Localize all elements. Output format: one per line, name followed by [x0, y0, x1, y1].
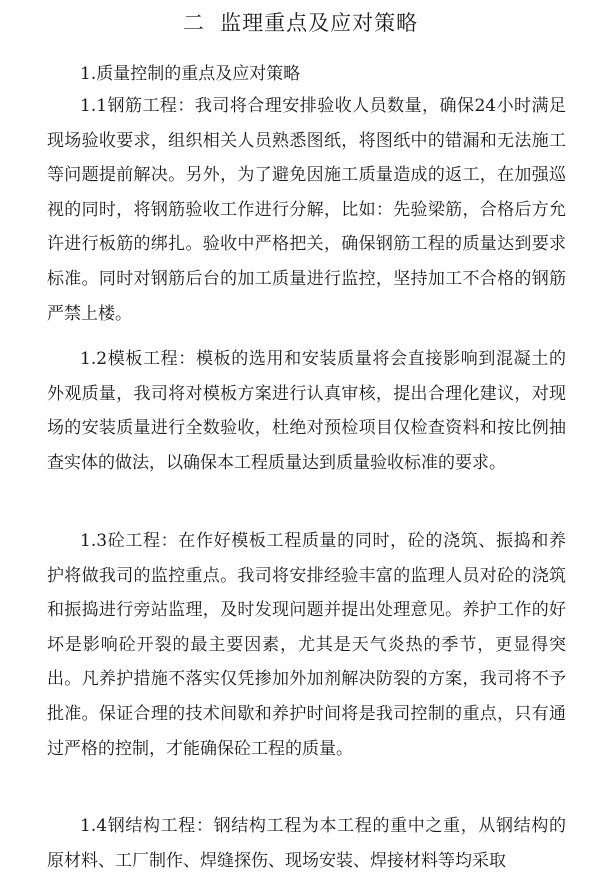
- paragraph-concrete-works: 1.3砼工程：在作好模板工程质量的同时，砼的浇筑、振捣和养护将做我司的监控重点。我司将安排经验丰富的监理人员对砼的浇筑和振捣进行旁站监理，及时发现问题并提出处理意见。养护工作的好坏是影响砼开裂的最主要因素，尤其是天气炎热的季节，更显得突出。凡养护措施不落实仅凭掺加外加剂解决防裂的方案，我司将不予批准。保证合理的技术间歇和养护时间将是我司控制的重点，只有通过严格的控制，才能确保砼工程的质量。: [47, 531, 566, 759]
- paragraph-steel-structure-works: 1.4钢结构工程：钢结构工程为本工程的重中之重，从钢结构的原材料、工厂制作、焊缝探伤、现场安装、焊接材料等均采取: [47, 816, 566, 871]
- paragraph-rebar-works: 1.1钢筋工程：我司将合理安排验收人员数量，确保24小时满足现场验收要求，组织相关人员熟悉图纸，将图纸中的错漏和无法施工等问题提前解决。另外，为了避免因施工质量造成的返工，在加强巡视的同时，将钢筋验收工作进行分解，比如：先验梁筋，合格后方允许进行板筋的绑扎。验收中严格把关，确保钢筋工程的质量达到要求标准。同时对钢筋后台的加工质量进行监控，坚持加工不合格的钢筋严禁上楼。: [47, 96, 566, 324]
- section-title: 1.质量控制的重点及应对策略: [80, 64, 301, 84]
- page-heading: 二 监理重点及应对策略: [182, 11, 419, 35]
- paragraph-formwork-works: 1.2模板工程：模板的选用和安装质量将会直接影响到混凝土的外观质量，我司将对模板方案进行认真审核，提出合理化建议，对现场的安装质量进行全数验收，杜绝对预检项目仅检查资料和按比例抽查实体的做法，以确保本工程质量达到质量验收标准的要求。: [47, 349, 566, 473]
